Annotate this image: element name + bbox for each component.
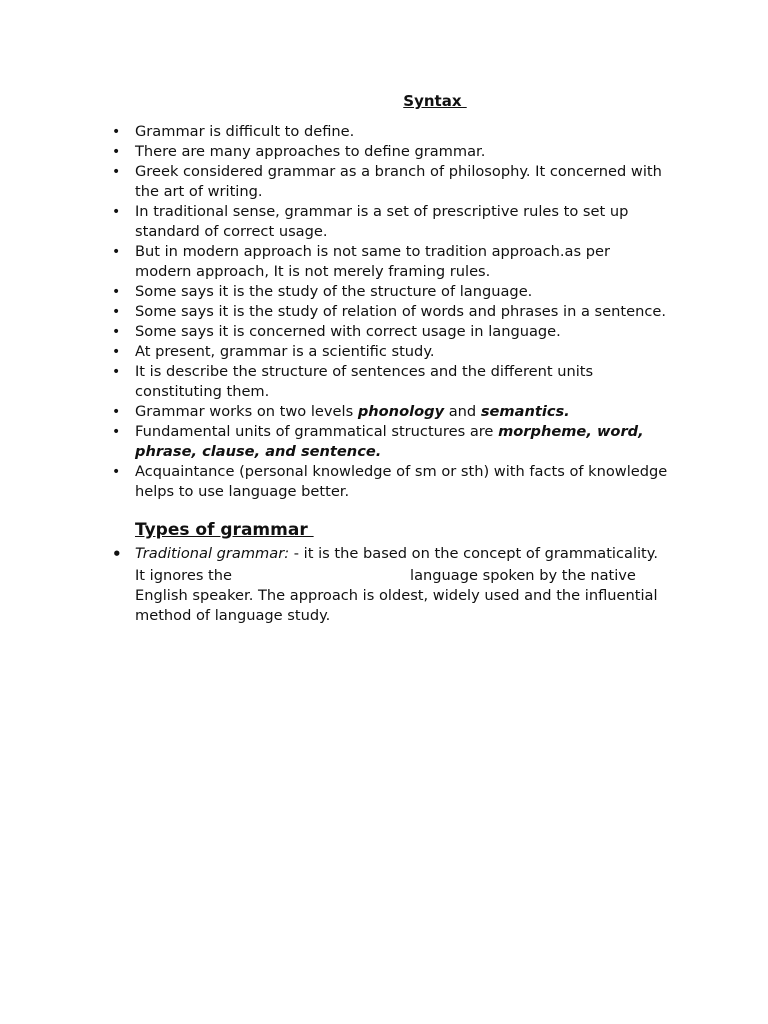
list-item: • There are many approaches to define grammar.: [112, 143, 486, 160]
bullet-icon: •: [112, 464, 121, 480]
list-item: • Some says it is concerned with correct usage in language.: [112, 323, 561, 340]
list-item: • In traditional sense, grammar is a set of prescriptive rules to set up standard of correct usage.: [112, 203, 629, 240]
bullet-icon: •: [112, 164, 121, 180]
list-item: • Some says it is the study of the structure of language.: [112, 283, 533, 300]
bullet-icon: •: [112, 324, 121, 340]
term-units: morpheme, word, phrase, clause, and sentence.: [135, 423, 644, 460]
list-item: • Some says it is the study of relation of words and phrases in a sentence.: [112, 303, 666, 320]
types-list: [110, 544, 680, 626]
bullet-icon: •: [112, 344, 121, 360]
term-phonology: phonology: [357, 403, 445, 420]
bullet-icon: •: [112, 545, 122, 563]
list-item: • At present, grammar is a scientific study.: [112, 343, 435, 360]
bullet-icon: •: [112, 124, 121, 140]
list-item: • It is describe the structure of sentences and the different units constituting them.: [112, 363, 594, 400]
traditional-label: Traditional grammar:: [135, 545, 290, 562]
bullet-icon: •: [112, 244, 121, 260]
list-item-acquaintance: • Acquaintance (personal knowledge of sm or sth) with facts of knowledge helps to use language better.: [112, 463, 668, 500]
term-semantics: semantics.: [480, 403, 570, 420]
list-item-units: • Fundamental units of grammatical structures are morpheme, word, phrase, clause, and sentence.: [112, 423, 644, 460]
document-title: Syntax: [403, 92, 467, 110]
bullet-icon: •: [112, 284, 121, 300]
bullet-icon: •: [112, 404, 121, 420]
list-item: • Greek considered grammar as a branch of philosophy. It concerned with the art of writing.: [112, 163, 662, 200]
bullet-list: [110, 122, 670, 502]
list-item: • Grammar is difficult to define.: [112, 123, 355, 140]
bullet-icon: •: [112, 204, 121, 220]
bullet-icon: •: [112, 424, 121, 440]
types-heading: Types of grammar: [135, 520, 314, 540]
bullet-icon: •: [112, 144, 121, 160]
bullet-icon: •: [112, 304, 121, 320]
traditional-continuation: It ignores the language spoken by the native English speaker. The approach is oldest, widely used and the influential method of language study.: [135, 567, 658, 624]
list-item-levels: • Grammar works on two levels phonology and semantics.: [112, 403, 570, 420]
bullet-icon: •: [112, 364, 121, 380]
list-item: • But in modern approach is not same to tradition approach.as per modern approach, It is not merely framing rules.: [112, 243, 610, 280]
list-item-traditional: • Traditional grammar: - it is the based on the concept of grammaticality. It ignores the language spoken by the native English speaker. The approach is oldest, widely used and the influential method of language study.: [110, 544, 680, 626]
